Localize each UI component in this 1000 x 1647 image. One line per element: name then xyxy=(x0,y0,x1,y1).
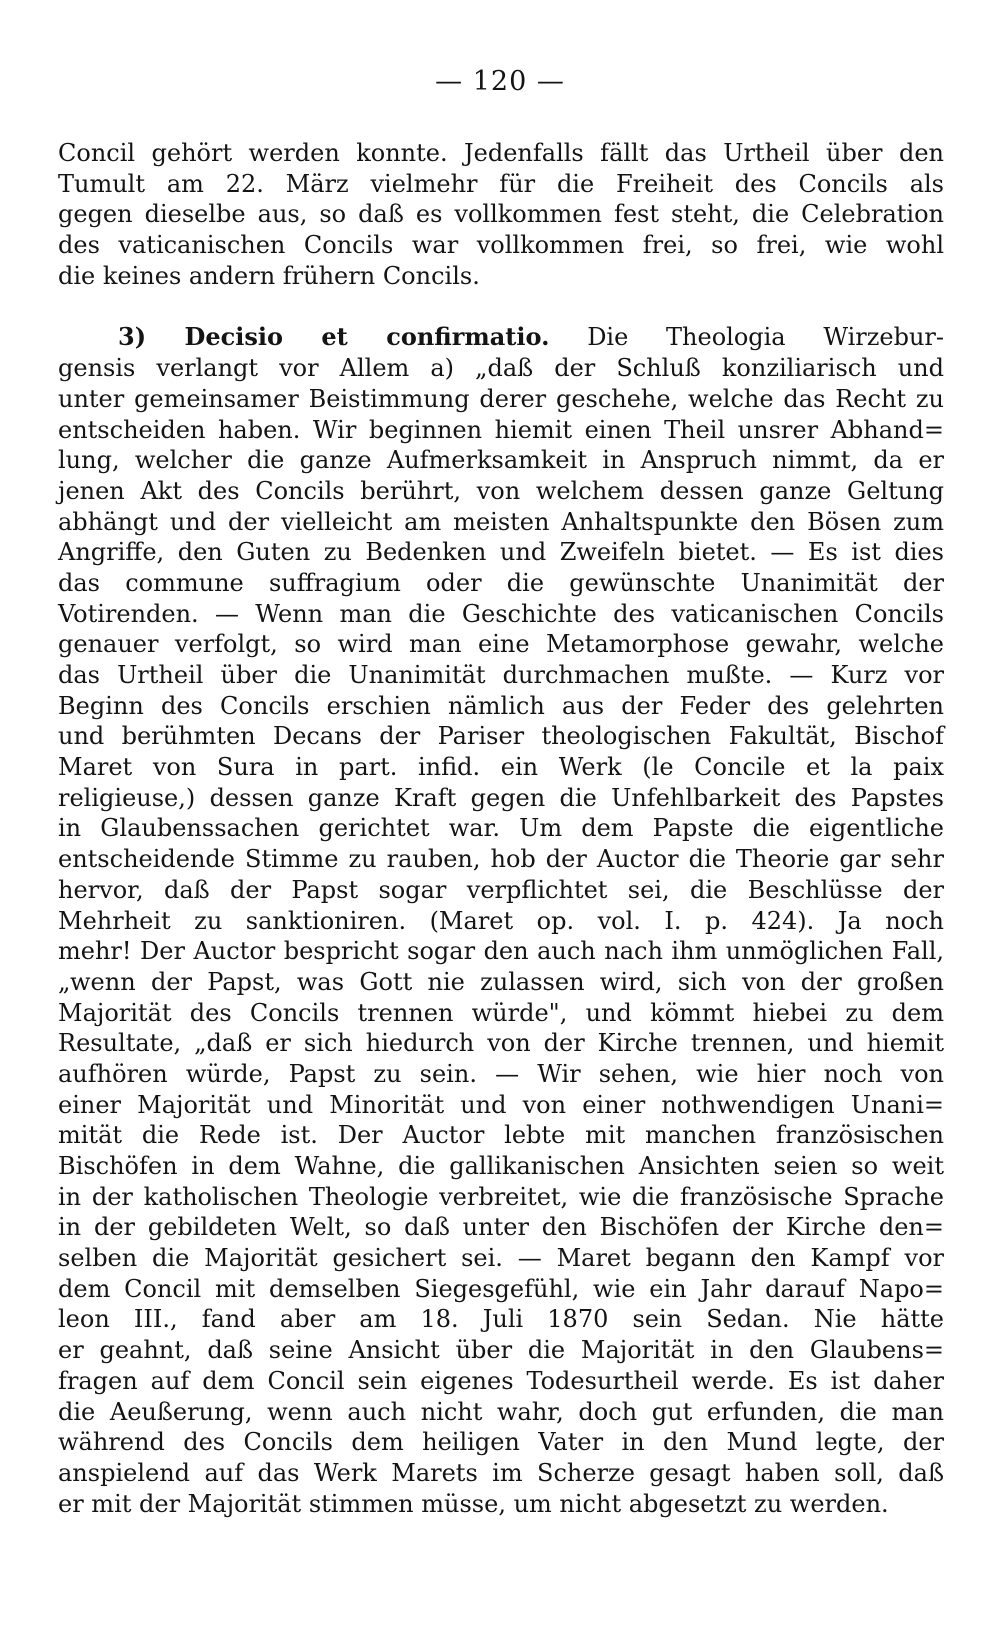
text-line: fragen auf dem Concil sein eigenes Todesurtheil werde. Es ist daher xyxy=(58,1366,944,1395)
text-line: hervor, daß der Papst sogar verpflichtet sei, die Beschlüsse der xyxy=(58,875,944,904)
text-line: anspielend auf das Werk Marets im Scherze gesagt haben soll, daß xyxy=(58,1458,944,1487)
text-line: Majorität des Concils trennen würde", und kömmt hiebei zu dem xyxy=(58,998,944,1027)
text-line: während des Concils dem heiligen Vater in den Mund legte, der xyxy=(58,1428,944,1457)
text-line: das commune suffragium oder die gewünschte Unanimität der xyxy=(58,568,944,597)
text-line: selben die Majorität gesichert sei. — Maret begann den Kampf vor xyxy=(58,1244,944,1273)
text-line: das Urtheil über die Unanimität durchmachen mußte. — Kurz vor xyxy=(58,661,944,689)
text-line: religieuse,) dessen ganze Kraft gegen die Unfehlbarkeit des Papstes xyxy=(58,783,944,812)
section-heading: 3) Decisio et confirmatio. xyxy=(118,322,550,352)
text-line: die Aeußerung, wenn auch nicht wahr, doch gut erfunden, die man xyxy=(58,1397,944,1426)
text-line: „wenn der Papst, was Gott nie zulassen wird, sich von der großen xyxy=(58,967,944,996)
text-line: mehr! Der Auctor bespricht sogar den auch nach ihm unmöglichen Fall, xyxy=(58,937,944,966)
text-line: des vaticanischen Concils war vollkommen frei, so frei, wie wohl xyxy=(58,231,944,260)
text-line: abhängt und der vielleicht am meisten Anhaltspunkte den Bösen zum xyxy=(58,507,944,536)
text-line: entscheidende Stimme zu rauben, hob der Auctor die Theorie gar sehr xyxy=(58,845,944,874)
body-text xyxy=(58,138,944,1519)
text-line: einer Majorität und Minorität und von einer nothwendigen Unani= xyxy=(58,1090,944,1119)
text-line: Concil gehört werden konnte. Jedenfalls fällt das Urtheil über den xyxy=(58,139,944,167)
text-line: Mehrheit zu sanktioniren. (Maret op. vol. I. p. 424). Ja noch xyxy=(58,906,944,935)
text-line: unter gemeinsamer Beistimmung derer geschehe, welche das Recht zu xyxy=(58,384,944,413)
text-line: Resultate, „daß er sich hiedurch von der Kirche trennen, und hiemit xyxy=(58,1029,944,1058)
text-line: in der katholischen Theologie verbreitet, wie die französische Sprache xyxy=(58,1182,944,1211)
text-line: Tumult am 22. März vielmehr für die Freiheit des Concils als xyxy=(58,169,944,198)
text-line: Bischöfen in dem Wahne, die gallikanischen Ansichten seien so weit xyxy=(58,1152,944,1180)
text-line: er geahnt, daß seine Ansicht über die Majorität in den Glaubens= xyxy=(58,1336,944,1365)
paragraph-tumult xyxy=(58,138,944,291)
text-line: mität die Rede ist. Der Auctor lebte mit manchen französischen xyxy=(58,1121,944,1150)
text-line: Angriffe, den Guten zu Bedenken und Zweifeln bietet. — Es ist dies xyxy=(58,538,944,567)
text-line: aufhören würde, Papst zu sein. — Wir sehen, wie hier noch von xyxy=(58,1059,944,1088)
paragraph-decisio xyxy=(58,322,944,1519)
text-line: dem Concil mit demselben Siegesgefühl, wie ein Jahr darauf Napo= xyxy=(58,1274,944,1303)
text-line: er mit der Majorität stimmen müsse, um nicht abgesetzt zu werden. xyxy=(58,1489,889,1518)
text-line: entscheiden haben. Wir beginnen hiemit einen Theil unsrer Abhand= xyxy=(58,415,944,444)
text-line: jenen Akt des Concils berührt, von welchem dessen ganze Geltung xyxy=(58,476,944,505)
text-line xyxy=(58,322,944,353)
text-line: und berühmten Decans der Pariser theologischen Fakultät, Bischof xyxy=(58,722,944,751)
page-number: — 120 — xyxy=(435,66,565,97)
text-line: leon III., fand aber am 18. Juli 1870 sein Sedan. Nie hätte xyxy=(58,1305,944,1334)
text-line: lung, welcher die ganze Aufmerksamkeit in Anspruch nimmt, da er xyxy=(58,446,944,475)
text-line: Votirenden. — Wenn man die Geschichte des vaticanischen Concils xyxy=(58,599,944,628)
text-line: gensis verlangt vor Allem a) „daß der Schluß konziliarisch und xyxy=(58,354,944,383)
text-line: die keines andern frühern Concils. xyxy=(58,261,480,290)
text-line: in Glaubenssachen gerichtet war. Um dem Papste die eigentliche xyxy=(58,814,944,843)
paragraph-lines xyxy=(58,353,944,1519)
text-line: in der gebildeten Welt, so daß unter den Bischöfen der Kirche den= xyxy=(58,1213,944,1242)
paragraph-gap xyxy=(58,291,944,322)
text-line: gegen dieselbe aus, so daß es vollkommen fest steht, die Celebration xyxy=(58,200,944,229)
text-line: Maret von Sura in part. infid. ein Werk (le Concile et la paix xyxy=(58,753,944,782)
heading-line-rest: Die Theologia Wirzebur- xyxy=(587,323,944,352)
text-line: Beginn des Concils erschien nämlich aus der Feder des gelehrten xyxy=(58,691,944,720)
text-line: genauer verfolgt, so wird man eine Metamorphose gewahr, welche xyxy=(58,630,944,659)
